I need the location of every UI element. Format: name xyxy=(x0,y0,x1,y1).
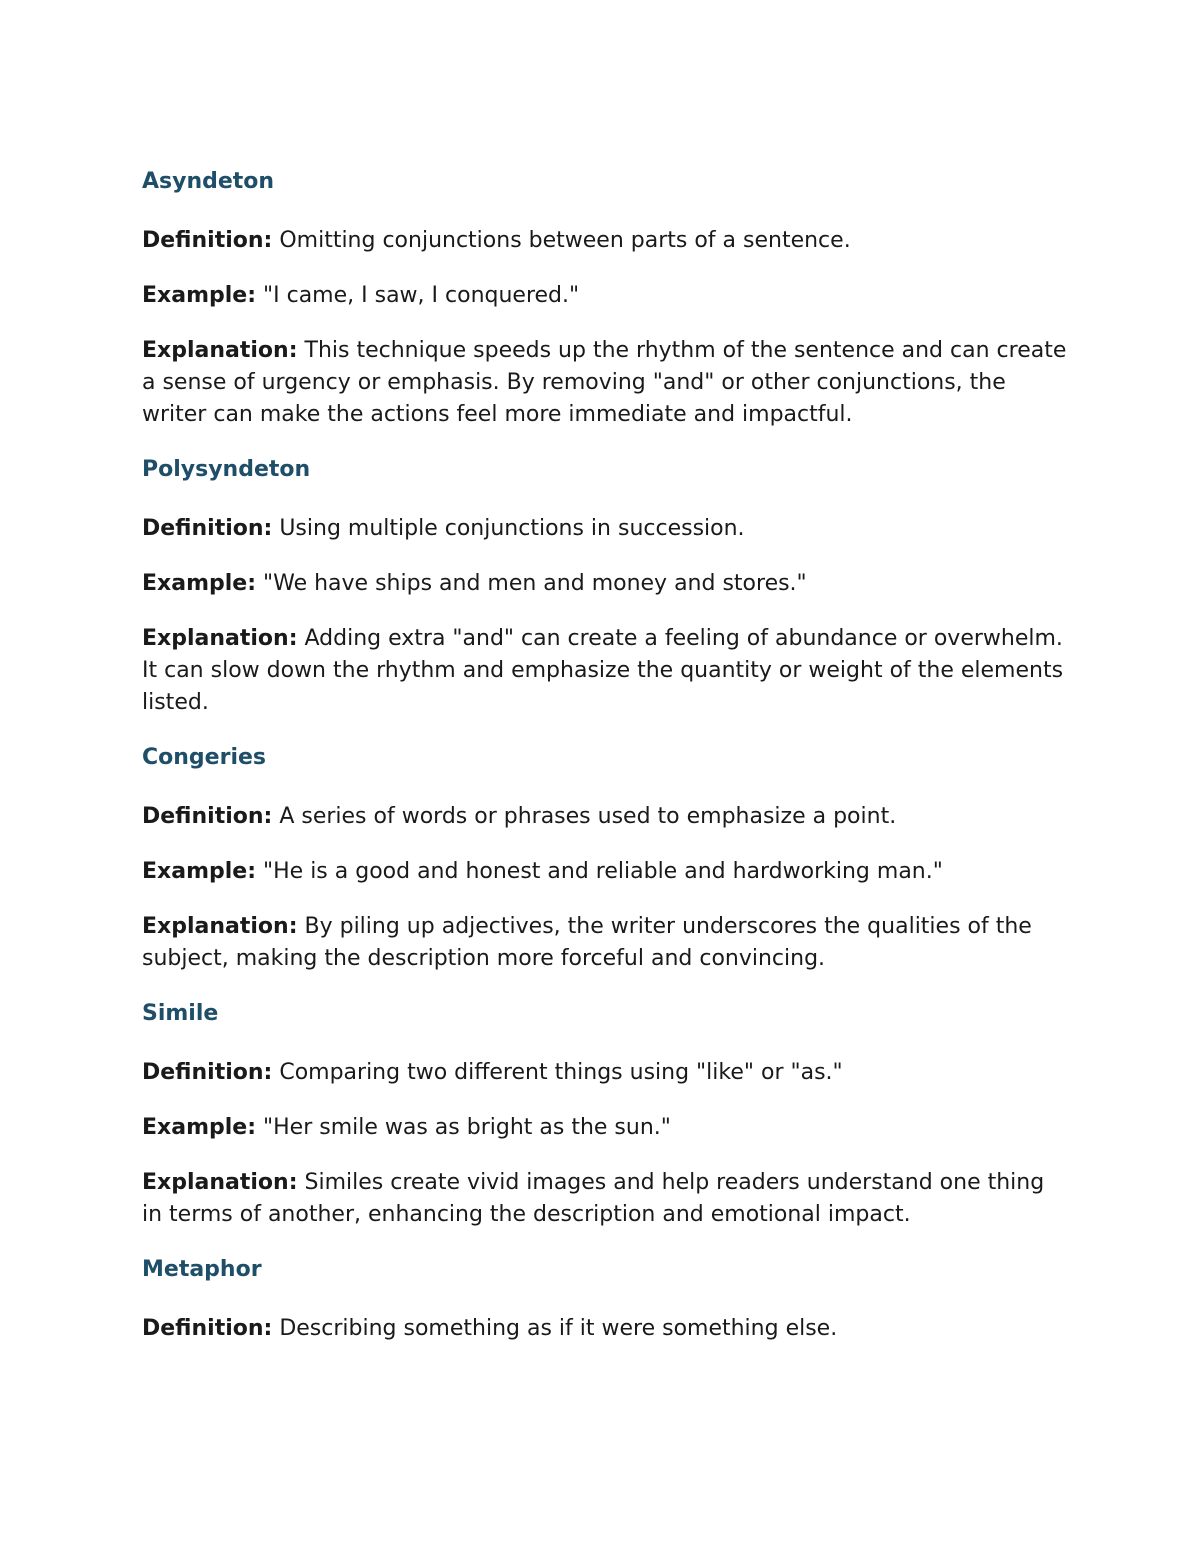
example-label: Example: xyxy=(142,1115,256,1140)
term-heading: Congeries xyxy=(142,745,266,770)
section-polysyndeton xyxy=(142,454,1067,719)
definition-label: Definition: xyxy=(142,516,273,541)
explanation-text: By piling up adjectives, the writer underscores the qualities of the subject, making the description more forceful and convincing. xyxy=(142,914,1032,971)
definition-paragraph xyxy=(142,1057,1067,1089)
definition-text: A series of words or phrases used to emphasize a point. xyxy=(279,804,897,829)
example-text: "He is a good and honest and reliable and hardworking man." xyxy=(263,859,943,884)
example-text: "We have ships and men and money and stores." xyxy=(263,571,807,596)
definition-label: Definition: xyxy=(142,1060,273,1085)
term-heading: Asyndeton xyxy=(142,169,275,194)
example-paragraph xyxy=(142,280,1067,312)
example-label: Example: xyxy=(142,283,256,308)
explanation-paragraph xyxy=(142,1167,1067,1231)
definition-label: Definition: xyxy=(142,804,273,829)
explanation-label: Explanation: xyxy=(142,1170,298,1195)
explanation-paragraph xyxy=(142,623,1067,719)
section-congeries xyxy=(142,742,1067,975)
example-paragraph xyxy=(142,568,1067,600)
definition-text: Using multiple conjunctions in succession. xyxy=(279,516,745,541)
definition-text: Describing something as if it were something else. xyxy=(279,1316,838,1341)
explanation-label: Explanation: xyxy=(142,626,298,651)
explanation-text: This technique speeds up the rhythm of the sentence and can create a sense of urgency or emphasis. By removing "and" or other conjunctions, the writer can make the actions feel more immediate and impactful. xyxy=(142,338,1067,427)
definition-paragraph xyxy=(142,513,1067,545)
definition-label: Definition: xyxy=(142,1316,273,1341)
explanation-paragraph xyxy=(142,911,1067,975)
example-label: Example: xyxy=(142,859,256,884)
definition-text: Comparing two different things using "like" or "as." xyxy=(279,1060,843,1085)
term-heading: Metaphor xyxy=(142,1257,262,1282)
term-heading: Simile xyxy=(142,1001,219,1026)
definition-label: Definition: xyxy=(142,228,273,253)
section-simile xyxy=(142,998,1067,1231)
definition-paragraph xyxy=(142,225,1067,257)
example-paragraph xyxy=(142,856,1067,888)
definition-paragraph xyxy=(142,1313,1067,1345)
example-paragraph xyxy=(142,1112,1067,1144)
explanation-text: Adding extra "and" can create a feeling of abundance or overwhelm. It can slow down the rhythm and emphasize the quantity or weight of the elements listed. xyxy=(142,626,1064,715)
explanation-text: Similes create vivid images and help readers understand one thing in terms of another, enhancing the description and emotional impact. xyxy=(142,1170,1045,1227)
section-asyndeton xyxy=(142,166,1067,431)
section-metaphor xyxy=(142,1254,1067,1345)
explanation-label: Explanation: xyxy=(142,338,298,363)
term-heading: Polysyndeton xyxy=(142,457,311,482)
definition-paragraph xyxy=(142,801,1067,833)
example-text: "Her smile was as bright as the sun." xyxy=(263,1115,671,1140)
example-label: Example: xyxy=(142,571,256,596)
explanation-label: Explanation: xyxy=(142,914,298,939)
explanation-paragraph xyxy=(142,335,1067,431)
definition-text: Omitting conjunctions between parts of a sentence. xyxy=(279,228,851,253)
document-page xyxy=(142,166,1067,1368)
example-text: "I came, I saw, I conquered." xyxy=(263,283,580,308)
